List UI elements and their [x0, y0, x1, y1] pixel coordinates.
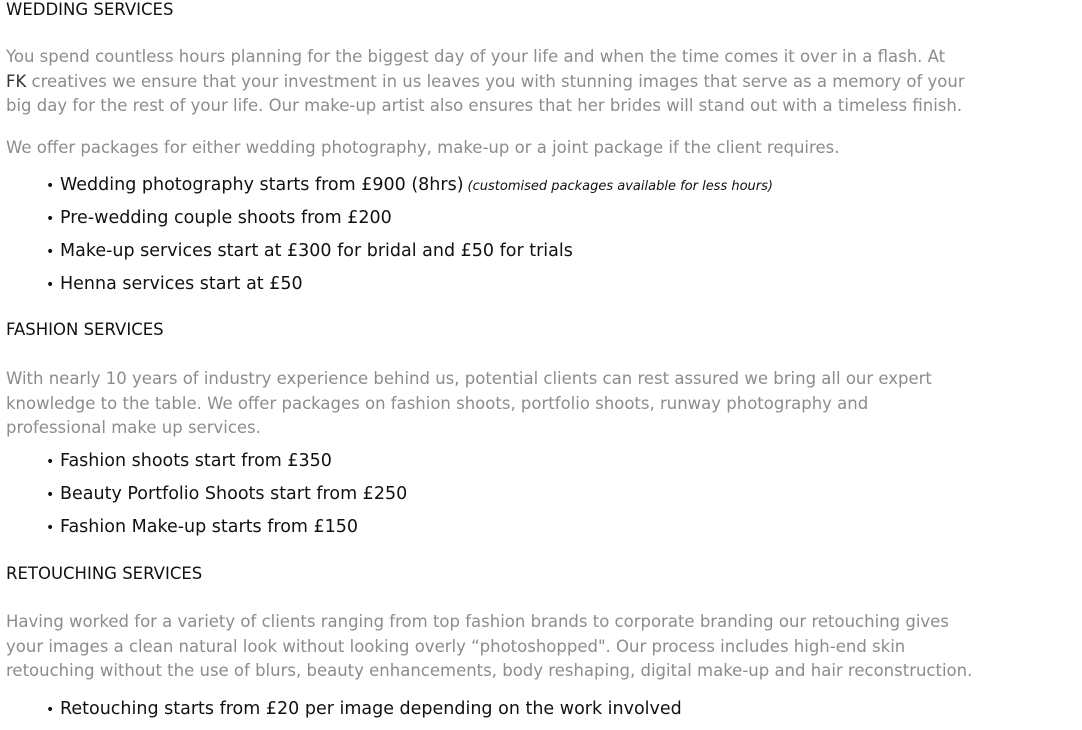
- fashion-shoots-price: Fashion shoots start from £350: [60, 451, 332, 471]
- bullet-icon: •: [46, 454, 55, 470]
- bullet-icon: •: [46, 178, 55, 194]
- list-item: [46, 272, 773, 305]
- retouching-intro-line-3: retouching without the use of blurs, beauty enhancements, body reshaping, digital make-up and hair reconstruction.: [6, 661, 973, 680]
- fashion-intro-line-3: professional make up services.: [6, 418, 261, 437]
- list-item: [46, 697, 682, 730]
- wedding-intro-line-3: big day for the rest of your life. Our make-up artist also ensures that her brides will stand out with a timeless finish.: [6, 96, 963, 115]
- henna-services-price: Henna services start at £50: [60, 274, 303, 294]
- list-item: [46, 239, 773, 272]
- retouching-intro-line-2: your images a clean natural look without looking overly “photoshopped". Our process includes high-end skin: [6, 636, 906, 656]
- wedding-intro-line-2: [6, 70, 965, 95]
- bullet-icon: •: [46, 702, 55, 718]
- wedding-packages-paragraph: We offer packages for either wedding photography, make-up or a joint package if the client requires.: [6, 138, 840, 157]
- retouching-price: Retouching starts from £20 per image depending on the work involved: [60, 699, 682, 719]
- wedding-heading: WEDDING SERVICES: [6, 0, 174, 19]
- retouching-intro-line-1: Having worked for a variety of clients ranging from top fashion brands to corporate branding our retouching gives: [6, 612, 949, 631]
- list-item: [46, 515, 407, 548]
- retouching-heading: RETOUCHING SERVICES: [6, 564, 203, 583]
- list-item: [46, 173, 773, 206]
- wedding-intro-line-1: You spend countless hours planning for the biggest day of your life and when the time comes it over in a flash. At: [6, 47, 946, 66]
- fashion-makeup-price: Fashion Make-up starts from £150: [60, 517, 359, 537]
- wedding-intro-paragraph: [6, 45, 965, 119]
- wedding-intro-line-2-rest: creatives we ensure that your investment in us leaves you with stunning images that serve as a memory of your: [26, 71, 965, 91]
- bullet-icon: •: [46, 277, 55, 293]
- fashion-price-list: [46, 449, 407, 548]
- makeup-services-price: Make-up services start at £300 for bridal and £50 for trials: [60, 241, 573, 261]
- fashion-intro-line-2: knowledge to the table. We offer packages on fashion shoots, portfolio shoots, runway photography and: [6, 393, 869, 413]
- brand-abbreviation: FK: [6, 71, 27, 91]
- list-item: [46, 449, 407, 482]
- fashion-heading: FASHION SERVICES: [6, 320, 164, 339]
- bullet-icon: •: [46, 520, 55, 536]
- fashion-intro-line-1: With nearly 10 years of industry experience behind us, potential clients can rest assured we bring all our expert: [6, 369, 932, 388]
- bullet-icon: •: [46, 244, 55, 260]
- beauty-portfolio-price: Beauty Portfolio Shoots start from £250: [60, 484, 408, 504]
- bullet-icon: •: [46, 211, 55, 227]
- fashion-intro-paragraph: [6, 367, 932, 441]
- bullet-icon: •: [46, 487, 55, 503]
- list-item: [46, 206, 773, 239]
- retouching-intro-paragraph: [6, 610, 972, 684]
- retouching-price-list: [46, 697, 682, 730]
- pre-wedding-shoot-price: Pre-wedding couple shoots from £200: [60, 208, 392, 228]
- list-item: [46, 482, 407, 515]
- wedding-price-list: [46, 173, 773, 305]
- customised-packages-note: (customised packages available for less hours): [467, 179, 773, 194]
- wedding-photography-price: Wedding photography starts from £900 (8hrs): [60, 175, 464, 195]
